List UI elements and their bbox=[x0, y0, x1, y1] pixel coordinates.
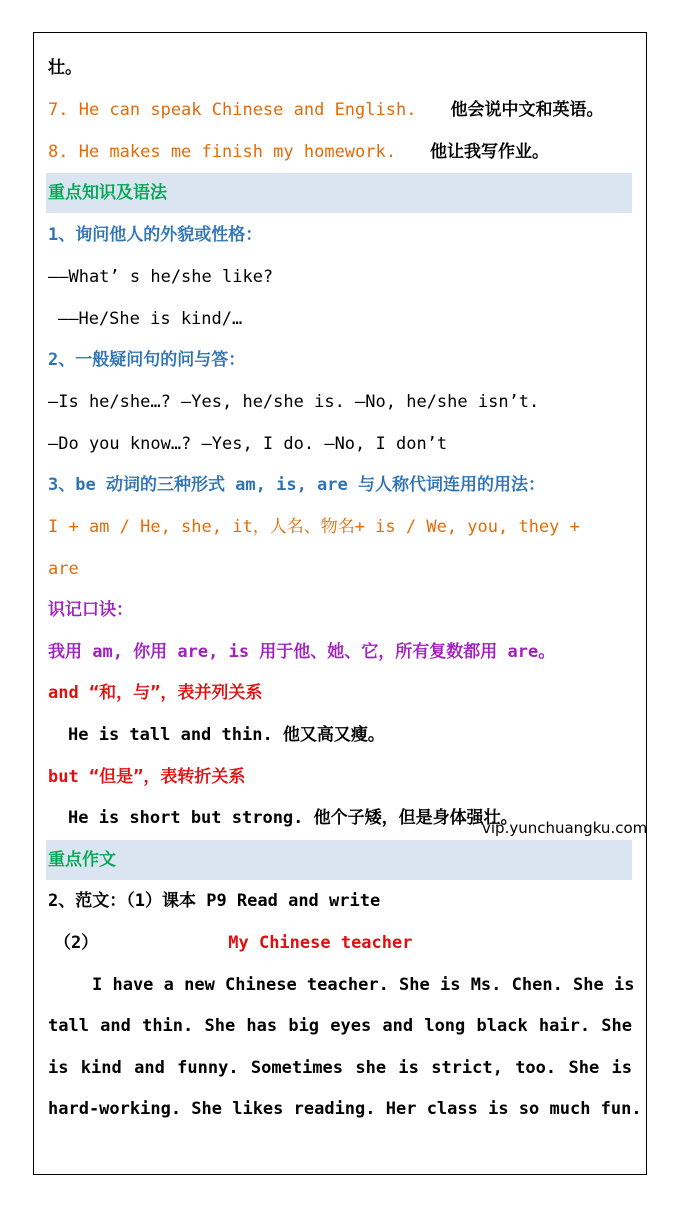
but-heading: but “但是”，表转折关系 bbox=[48, 767, 246, 787]
mnemonic-body: 我用 am, 你用 are, is 用于他、她、它，所有复数都用 are。 bbox=[48, 642, 556, 662]
essay-line-4: hard-working. She likes reading. Her class is so much fun. bbox=[48, 1099, 642, 1119]
section-heading-essay: 重点作文 bbox=[48, 850, 116, 870]
sentence-7 bbox=[48, 94, 636, 126]
grammar-point-3: 3、be 动词的三种形式 am, is, are 与人称代词连用的用法： bbox=[48, 475, 545, 495]
section-heading-grammar: 重点知识及语法 bbox=[48, 183, 167, 203]
and-heading: and “和，与”，表并列关系 bbox=[48, 683, 263, 703]
essay-line-2: tall and thin. She has big eyes and long black hair. She bbox=[48, 1016, 632, 1036]
essay-title: My Chinese teacher bbox=[228, 933, 413, 953]
essay-line-3: is kind and funny. Sometimes she is strict, too. She is bbox=[48, 1058, 632, 1078]
but-example: He is short but strong. 他个子矮，但是身体强壮。 bbox=[68, 808, 518, 828]
question-1: ——What’ s he/she like? bbox=[48, 267, 274, 287]
be-verb-rule-2: are bbox=[48, 559, 79, 579]
sentence-7-en: 7. He can speak Chinese and English. bbox=[48, 100, 417, 120]
dialog-1: —Is he/she…? —Yes, he/she is. —No, he/she isn’t. bbox=[48, 392, 540, 412]
grammar-point-2: 2、一般疑问句的问与答： bbox=[48, 350, 246, 370]
essay-2-number: （2） bbox=[54, 933, 99, 953]
watermark: vip.yunchuangku.com bbox=[482, 819, 648, 837]
grammar-point-1: 1、询问他人的外貌或性格： bbox=[48, 225, 263, 245]
answer-1: ——He/She is kind/… bbox=[58, 309, 243, 329]
essay-2-line bbox=[48, 927, 636, 959]
be-verb-rule-1: I + am / He, she, it，人名、物名+ is / We, you, they + bbox=[48, 517, 580, 537]
sentence-8 bbox=[48, 136, 636, 168]
essay-line-1: I have a new Chinese teacher. She is Ms. Chen. She is bbox=[92, 975, 635, 995]
continuation-text: 壮。 bbox=[48, 58, 82, 78]
essay-reference: 2、范文：（1）课本 P9 Read and write bbox=[48, 891, 381, 911]
mnemonic-title: 识记口诀： bbox=[48, 600, 133, 620]
and-example: He is tall and thin. 他又高又瘦。 bbox=[68, 725, 385, 745]
sentence-7-zh: 他会说中文和英语。 bbox=[450, 100, 604, 120]
sentence-8-zh: 他让我写作业。 bbox=[430, 142, 549, 162]
sentence-8-en: 8. He makes me finish my homework. bbox=[48, 142, 396, 162]
dialog-2: —Do you know…? —Yes, I do. —No, I don’t bbox=[48, 434, 448, 454]
